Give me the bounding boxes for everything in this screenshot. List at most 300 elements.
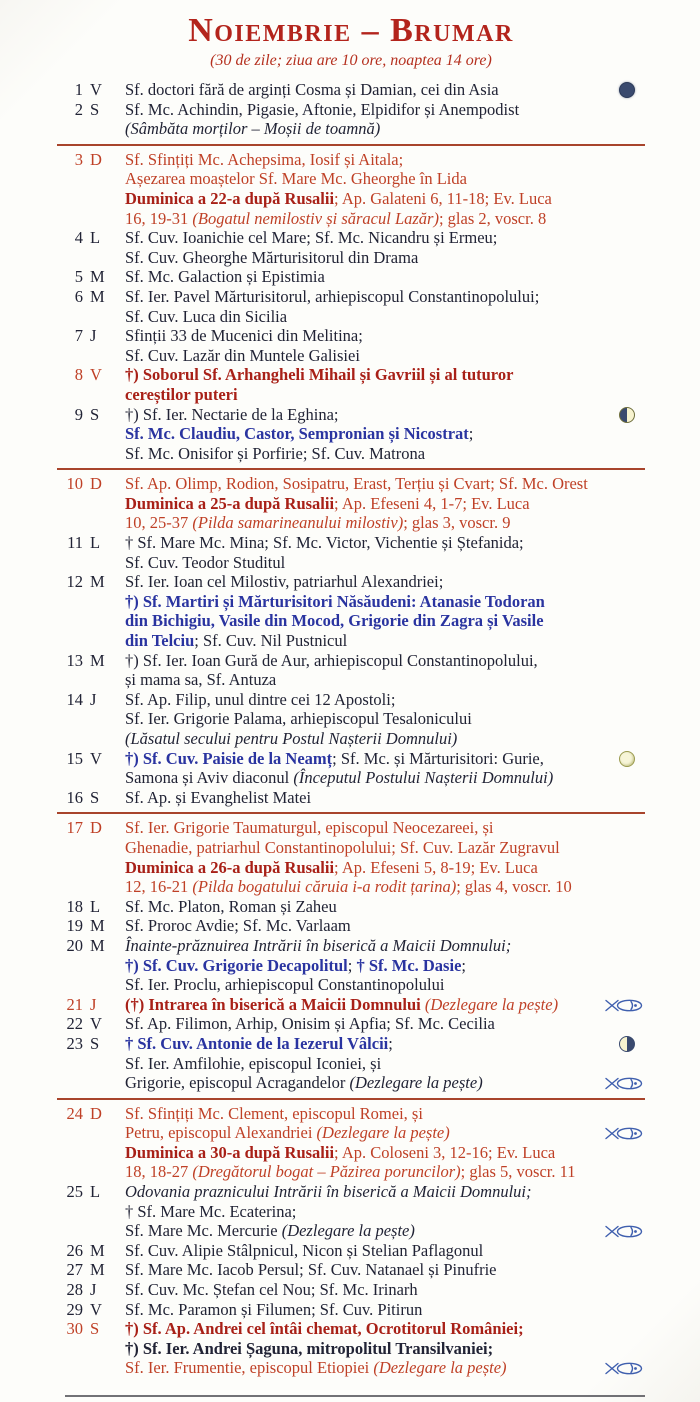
entry-text-segment: † Sf. Mare Mc. Mina; Sf. Mc. Victor, Vichentie și Ștefanida; [125,533,524,553]
entry-text-segment: Sf. Mare Mc. Iacob Persul; Sf. Cuv. Natanael și Pinufrie [125,1260,497,1280]
entry-text-segment: ; Sf. Cuv. Nil Pustnicul [194,631,348,651]
date-cell [57,1260,125,1280]
entry-text-segment: Sf. Ier. Frumentie, episcopul Etiopiei [125,1358,374,1378]
entry-line [125,169,645,189]
entry-text-segment: ; Ap. Efeseni 5, 8-19; Ev. Luca [334,857,538,877]
day-number: 14 [66,689,83,709]
day-letter: M [90,1240,105,1260]
date-cell [57,1182,125,1202]
entry-text-segment: Sf. Ier. Grigorie Palama, arhiepiscopul Tesalonicului [125,709,472,729]
entry-text-segment: †) Sf. Ier. Andrei Șaguna, mitropolitul Transilvaniei; [125,1338,494,1358]
date-cell [57,80,125,100]
fish-icon [605,1076,645,1091]
calendar-row [57,80,645,100]
day-number: 15 [66,748,83,768]
entry-text-segment: ; [388,1033,393,1053]
entry-line [125,916,645,936]
calendar-row [57,995,645,1015]
entry-line [125,533,645,553]
entry-text-segment: Odovania praznicului Intrării în biserică a Maicii Domnului; [125,1182,532,1202]
entry-text-segment: ; Ap. Coloseni 3, 12-16; Ev. Luca [334,1142,556,1162]
entry-lines [125,533,645,572]
calendar-row [57,1034,645,1093]
entry-text-segment: Sf. Mare Mc. Mercurie [125,1221,282,1241]
entry-line [125,80,645,100]
entry-lines [125,287,645,326]
calendar-row [57,916,645,936]
entry-text-segment: din Telciu [125,631,195,651]
calendar-row [57,365,645,404]
entry-text-segment: † Sf. Mc. Dasie [356,955,462,975]
entry-text-segment: Sf. Mc. Galaction și Epistimia [125,267,325,287]
entry-line [125,611,645,631]
entry-line [125,307,645,327]
entry-lines [125,80,645,100]
entry-text-segment: †) Sf. Ier. Ioan Gură de Aur, arhiepiscopul Constantinopolului, [125,650,538,670]
date-cell [57,788,125,808]
entry-text-segment: ; Ap. Galateni 6, 11-18; Ev. Luca [334,188,552,208]
day-letter: M [90,916,105,936]
entry-line [125,1202,645,1222]
entry-line [125,346,645,366]
entry-lines [125,995,645,1015]
day-letter: V [90,1014,102,1034]
entry-line [125,572,645,592]
entry-lines [125,1300,645,1320]
day-number: 21 [66,994,83,1014]
entry-text-segment: Sf. Proroc Avdie; Sf. Mc. Varlaam [125,916,351,936]
entry-line [125,670,645,690]
calendar-row [57,1300,645,1320]
day-number: 8 [74,365,83,385]
bottom-rule [65,1395,645,1397]
entry-lines [125,651,645,690]
entry-line [125,592,645,612]
day-letter: J [90,994,97,1014]
fish-icon [605,1126,645,1141]
day-number: 4 [74,228,83,248]
day-letter: D [90,1103,102,1123]
entry-text-segment: (Pilda bogatului căruia i-a rodit țarina) [192,877,457,897]
calendar-row [57,936,645,995]
day-number: 29 [66,1299,83,1319]
day-number: 19 [66,916,83,936]
entry-line [125,936,645,956]
day-letter: S [90,787,100,807]
entry-text-segment: Sfinții 33 de Mucenici din Melitina; [125,326,363,346]
entry-lines [125,916,645,936]
entry-text-segment: †) Sf. Cuv. Grigorie Decapolitul [125,955,348,975]
day-letter: M [90,650,105,670]
entry-text-segment: Sf. Cuv. Lazăr din Muntele Galisiei [125,345,360,365]
entry-text-segment: 16, 19-31 [125,208,193,228]
entry-lines [125,788,645,808]
entry-line [125,150,645,170]
entry-lines [125,936,645,995]
entry-text-segment: †) Sf. Martiri și Mărturisitori Năsăudeni: Atanasie Todoran [125,591,545,611]
entry-lines [125,1280,645,1300]
entry-text-segment: (Dezlegare la pește) [316,1123,450,1143]
entry-text-segment: (Lăsatul secului pentru Postul Nașterii Domnului) [125,729,458,748]
entry-line [125,1319,645,1339]
date-cell [57,916,125,936]
entry-text-segment: Ghenadie, patriarhul Constantinopolului; Sf. Cuv. Lazăr Zugravul [125,837,560,857]
day-letter: V [90,80,102,99]
calendar-row [57,326,645,365]
entry-lines [125,267,645,287]
day-letter: L [90,896,101,916]
entry-text-segment: Sf. Ier. Amfilohie, episcopul Iconiei, și [125,1053,382,1073]
entry-line [125,729,645,749]
entry-line [125,651,645,671]
entry-line [125,818,645,838]
date-cell [57,651,125,671]
entry-line [125,1034,645,1054]
entry-line [125,553,645,573]
entry-text-segment: Sf. Ap. și Evanghelist Matei [125,787,312,807]
entry-line [125,1073,645,1093]
calendar-row [57,1241,645,1261]
entry-line [125,1162,645,1182]
calendar-row [57,572,645,650]
date-cell [57,936,125,956]
entry-line [125,267,645,287]
fish-icon [605,998,645,1013]
entry-text-segment: Sf. Ap. Filimon, Arhip, Onisim și Apfia; Sf. Mc. Cecilia [125,1014,495,1034]
entry-line [125,838,645,858]
entry-text-segment: Așezarea moaștelor Sf. Mare Mc. Gheorghe în Lida [125,169,467,189]
entry-line [125,995,645,1015]
moon-last-quarter-icon [619,1036,635,1052]
entry-text-segment: Grigorie, episcopul Acragandelor [125,1073,350,1093]
entry-text-segment: ; glas 3, voscr. 9 [403,513,511,533]
entry-lines [125,690,645,749]
date-cell [57,749,125,769]
entry-lines [125,1014,645,1034]
entry-text-segment: Sf. Sfințiți Mc. Clement, episcopul Romei, și [125,1103,423,1123]
entry-text-segment: Sf. Mc. Achindin, Pigasie, Aftonie, Elpidifor și Anempodist [125,99,520,119]
calendar-row [57,897,645,917]
date-cell [57,150,125,170]
entry-text-segment: Sf. Cuv. Ioanichie cel Mare; Sf. Mc. Nicandru și Ermeu; [125,228,498,248]
entry-text-segment: Sf. Ap. Olimp, Rodion, Sosipatru, Erast, Terțiu și Cvart; Sf. Mc. Orest [125,474,588,494]
section-separator [57,144,645,146]
day-letter: M [90,286,105,306]
entry-line [125,119,645,139]
entry-text-segment: Duminica a 26-a după Rusalii [125,857,335,877]
date-cell [57,228,125,248]
entry-line [125,1280,645,1300]
day-number: 17 [66,818,83,838]
day-letter: M [90,267,105,287]
day-number: 22 [66,1014,83,1034]
day-letter: L [90,1182,101,1202]
entry-line [125,444,645,464]
entry-text-segment: (Pilda samarineanului milostiv) [192,513,404,533]
calendar-row [57,405,645,464]
day-letter: V [90,1299,102,1319]
entry-line [125,228,645,248]
page-header [57,12,645,71]
calendar-row [57,788,645,808]
section-separator [57,468,645,470]
date-cell [57,1319,125,1339]
day-letter: V [90,748,102,768]
entry-lines [125,1182,645,1241]
entry-text-segment: Sf. Cuv. Luca din Sicilia [125,306,288,326]
entry-line [125,1182,645,1202]
entry-line [125,709,645,729]
entry-line [125,877,645,897]
entry-text-segment: și mama sa, Sf. Antuza [125,670,277,690]
calendar-row [57,287,645,326]
calendar-row [57,267,645,287]
entry-text-segment: Sf. Mc. Paramon și Filumen; Sf. Cuv. Pitirun [125,1299,423,1319]
day-number: 18 [66,896,83,916]
entry-lines [125,474,645,533]
entry-text-segment: (Dezlegare la pește) [349,1073,483,1093]
entry-line [125,287,645,307]
calendar-row [57,1280,645,1300]
entry-line [125,1339,645,1359]
entry-line [125,1358,645,1378]
calendar-row [57,474,645,533]
date-cell [57,287,125,307]
date-cell [57,1241,125,1261]
date-cell [57,1280,125,1300]
day-number: 2 [74,99,83,119]
day-letter: D [90,474,102,494]
entry-lines [125,749,645,788]
date-cell [57,897,125,917]
entry-text-segment: (Dezlegare la pește) [424,994,559,1014]
entry-line [125,1241,645,1261]
entry-line [125,1123,645,1143]
entry-lines [125,365,645,404]
entry-line [125,248,645,268]
date-cell [57,1104,125,1124]
entry-text-segment: † Sf. Mare Mc. Ecaterina; [125,1201,297,1221]
entry-text-segment: Sf. Ier. Pavel Mărturisitorul, arhiepiscopul Constantinopolului; [125,286,540,306]
day-number: 25 [66,1182,83,1202]
entry-lines [125,100,645,139]
date-cell [57,326,125,346]
entry-text-segment: Sf. Cuv. Gheorghe Mărturisitorul din Drama [125,247,419,267]
entry-line [125,897,645,917]
calendar-row [57,228,645,267]
entry-line [125,100,645,120]
entry-text-segment: (Dezlegare la pește) [373,1358,507,1378]
date-cell [57,1300,125,1320]
calendar-row [57,690,645,749]
calendar-row [57,1014,645,1034]
entry-text-segment: Sf. Mc. Onisifor și Porfirie; Sf. Cuv. Matrona [125,443,426,463]
day-number: 12 [66,572,83,592]
calendar-row [57,651,645,690]
entry-lines [125,897,645,917]
date-cell [57,690,125,710]
entry-text-segment: Petru, episcopul Alexandriei [125,1123,317,1143]
day-number: 30 [66,1319,83,1339]
entry-text-segment: ; [461,955,466,975]
calendar-row [57,818,645,896]
day-number: 3 [74,149,83,169]
date-cell [57,533,125,553]
entry-text-segment: †) Sf. Cuv. Paisie de la Neamț [125,748,333,768]
entry-line [125,209,645,229]
entry-text-segment: †) Sf. Ier. Nectarie de la Eghina; [125,404,339,424]
entry-text-segment: ; glas 5, voscr. 11 [460,1162,576,1182]
entry-text-segment: 10, 25-37 [125,513,193,533]
entry-lines [125,326,645,365]
entry-text-segment: ; glas 4, voscr. 10 [456,877,572,897]
day-number: 11 [67,533,83,553]
page-title: Noiembrie – Brumar [188,12,514,49]
day-letter: D [90,818,102,838]
day-number: 7 [74,326,83,346]
day-number: 13 [66,650,83,670]
entry-line [125,513,645,533]
entry-line [125,494,645,514]
day-letter: J [90,1280,97,1300]
entry-line [125,1221,645,1241]
entry-lines [125,1034,645,1093]
entry-line [125,631,645,651]
day-letter: M [90,935,105,955]
entry-line [125,749,645,769]
calendar-row [57,1104,645,1182]
entry-lines [125,1260,645,1280]
calendar-row [57,533,645,572]
entry-text-segment: ; [347,955,357,975]
entry-lines [125,1241,645,1261]
entry-text-segment: Sf. Cuv. Mc. Ștefan cel Nou; Sf. Mc. Irinarh [125,1280,418,1300]
day-number: 20 [66,935,83,955]
calendar-row [57,749,645,788]
fish-icon [605,1224,645,1239]
entry-text-segment: Sf. Mc. Claudiu, Castor, Sempronian și Nicostrat [125,424,469,444]
entry-text-segment: Sf. Ier. Grigorie Taumaturgul, episcopul Neocezareei, și [125,818,494,838]
moon-full-icon [619,751,635,767]
date-cell [57,572,125,592]
entry-line [125,768,645,788]
day-letter: V [90,365,102,385]
entry-text-segment: (Începutul Postului Nașterii Domnului) [293,768,554,788]
date-cell [57,995,125,1015]
day-number: 9 [74,404,83,424]
entry-text-segment: Sf. Ier. Ioan cel Milostiv, patriarhul Alexandriei; [125,572,444,592]
entry-text-segment: Sf. Cuv. Teodor Studitul [125,552,286,572]
entry-line [125,1143,645,1163]
calendar-row [57,100,645,139]
day-letter: L [90,228,101,248]
day-number: 27 [66,1260,83,1280]
entry-lines [125,572,645,650]
entry-text-segment: Sf. Ap. Filip, unul dintre cei 12 Apostoli; [125,689,396,709]
day-letter: M [90,1260,105,1280]
date-cell [57,100,125,120]
day-number: 24 [66,1103,83,1123]
entry-text-segment: Înainte-prăznuirea Intrării în biserică a Maicii Domnului; [125,935,512,955]
entry-text-segment: ; [468,424,474,444]
entry-text-segment: Sf. Sfințiți Mc. Achepsima, Iosif și Aitala; [125,149,404,169]
entry-text-segment: 18, 18-27 [125,1162,193,1182]
fish-icon [605,1361,645,1376]
entry-text-segment: 12, 16-21 [125,877,193,897]
calendar-row [57,150,645,228]
entry-line [125,474,645,494]
calendar-row [57,1319,645,1378]
day-number: 28 [66,1280,83,1300]
moon-new-icon [619,82,635,98]
date-cell [57,818,125,838]
entry-lines [125,150,645,228]
date-cell [57,365,125,385]
calendar-row [57,1260,645,1280]
entry-line [125,1014,645,1034]
entry-line [125,326,645,346]
entry-text-segment: cereștilor puteri [125,384,238,404]
entry-lines [125,1319,645,1378]
entry-line [125,788,645,808]
day-letter: S [90,99,100,119]
entry-line [125,858,645,878]
entry-line [125,1300,645,1320]
section-separator [57,812,645,814]
section-separator [57,1098,645,1100]
entry-line [125,690,645,710]
entry-line [125,1054,645,1074]
day-letter: S [90,404,100,424]
entry-lines [125,1104,645,1182]
entry-lines [125,405,645,464]
day-number: 1 [74,80,83,99]
date-cell [57,267,125,287]
entry-text-segment: Sf. Cuv. Alipie Stâlpnicul, Nicon și Stelian Paflagonul [125,1240,484,1260]
entry-text-segment: ; Sf. Mc. și Mărturisitori: Gurie, [332,748,544,768]
entry-line [125,975,645,995]
date-cell [57,1034,125,1054]
day-number: 16 [66,787,83,807]
entry-text-segment: ; glas 2, voscr. 8 [438,208,547,228]
day-number: 10 [66,474,83,494]
entry-text-segment: † Sf. Cuv. Antonie de la Iezerul Vâlcii [125,1033,389,1053]
entry-lines [125,818,645,896]
day-number: 23 [66,1033,83,1053]
entry-text-segment: †) Sf. Ap. Andrei cel întâi chemat, Ocrotitorul României; [125,1319,524,1339]
calendar-row [57,1182,645,1241]
entry-line [125,365,645,385]
entry-text-segment: Sf. doctori fără de arginți Cosma și Damian, cei din Asia [125,80,499,99]
entry-line [125,956,645,976]
entry-text-segment: din Bichigiu, Vasile din Mocod, Grigorie din Zagra și Vasile [125,611,544,631]
entry-text-segment: ; Ap. Efeseni 4, 1-7; Ev. Luca [334,493,530,513]
date-cell [57,474,125,494]
page-subtitle: (30 de zile; ziua are 10 ore, noaptea 14 ore) [210,52,492,69]
day-letter: M [90,572,105,592]
date-cell [57,1014,125,1034]
entry-text-segment: (Bogatul nemilostiv și săracul Lazăr) [192,208,439,228]
day-number: 26 [66,1240,83,1260]
date-cell [57,405,125,425]
moon-first-quarter-icon [619,407,635,423]
entry-text-segment: Sf. Mc. Platon, Roman și Zaheu [125,896,337,916]
entry-line [125,424,645,444]
day-letter: S [90,1033,100,1053]
entry-text-segment: Sf. Ier. Proclu, arhiepiscopul Constantinopolului [125,975,445,995]
entry-line [125,385,645,405]
entry-text-segment: †) Soborul Sf. Arhangheli Mihail și Gavriil și al tuturor [125,365,514,385]
